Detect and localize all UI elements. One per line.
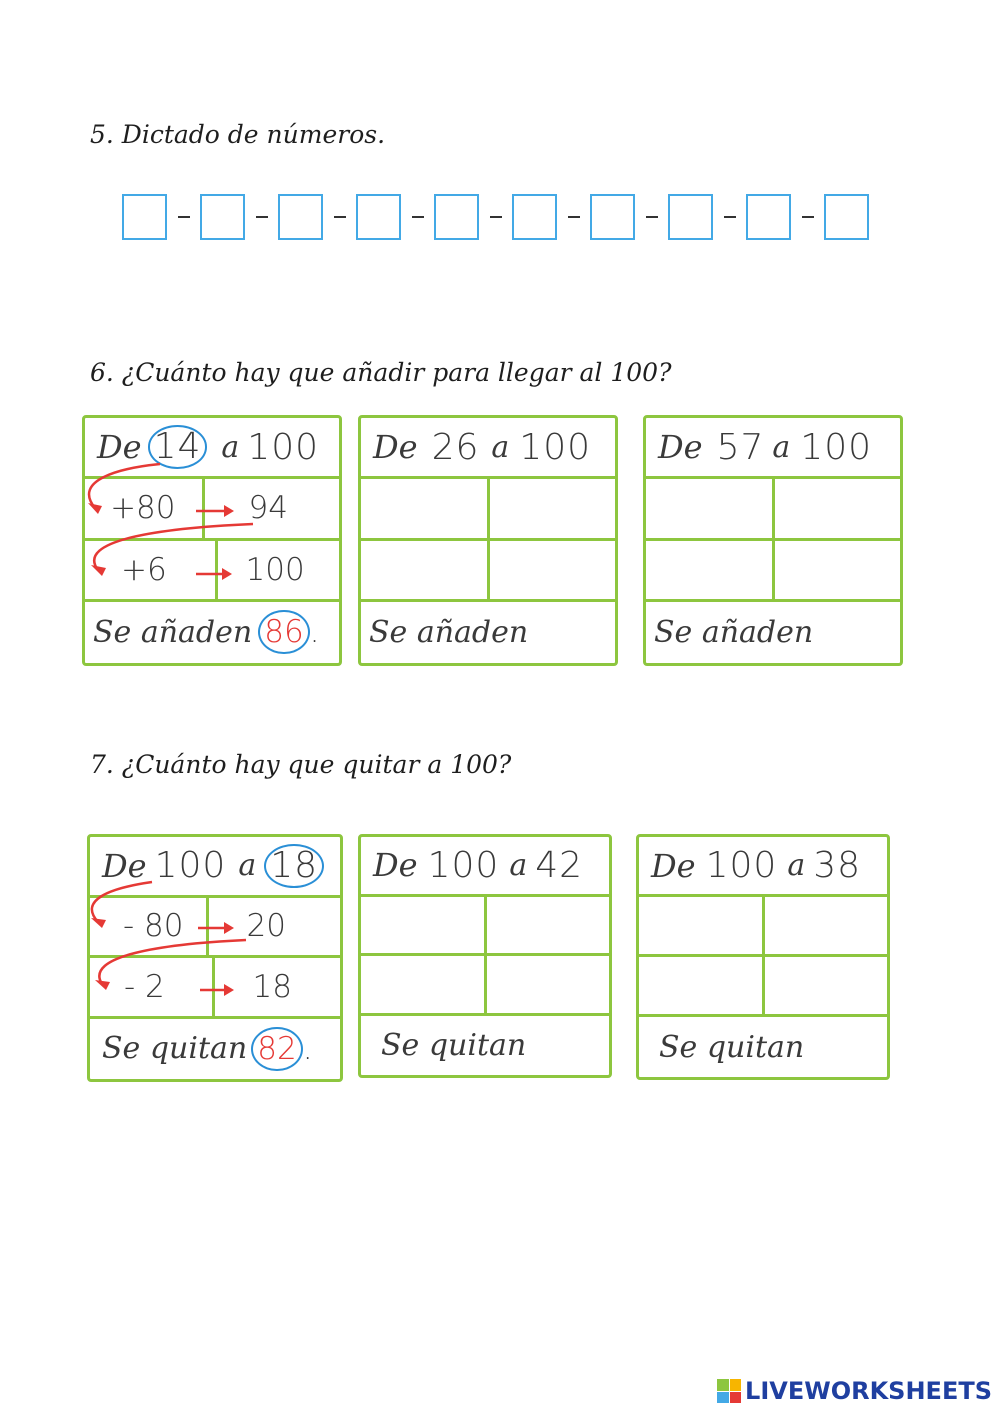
result-label: Se quitan [659,1029,805,1065]
ex7-result-circled: 82 [251,1027,302,1071]
ex6-example-result-row [85,602,339,663]
ex6-result-circled: 86 [258,610,309,654]
exercise-7-title: 7. ¿Cuánto hay que quitar a 100? [90,750,512,779]
answer-box-8[interactable] [668,194,713,240]
ex7-t2-step1-input[interactable] [361,897,487,954]
ex7-example-from: 100 [154,845,227,887]
ex7-t3-step1-input[interactable] [639,897,765,954]
ex7-table-3 [636,834,890,1080]
liveworksheets-logo [717,1377,992,1405]
a-label: a [491,429,510,465]
answer-box-2[interactable] [200,194,245,240]
ex6-t3-step2-input[interactable] [646,541,775,599]
de-label: De [658,428,703,467]
ex6-t2-res1-input[interactable] [490,479,616,537]
de-label: De [97,428,142,467]
dash [713,194,746,240]
de-label: De [102,846,147,885]
brand-name: LIVEWORKSHEETS [745,1377,992,1405]
dash [245,194,278,240]
ex7-t2-res1-input[interactable] [487,897,610,954]
ex7-table-2 [358,834,612,1078]
ex6-t2-result-input[interactable] [528,612,615,652]
ex7-t3-step2-input[interactable] [639,957,765,1014]
result-label: Se quitan [102,1031,248,1067]
ex6-example-to: 100 [247,426,320,468]
ex7-res2: 18 [252,968,292,1005]
ex7-t3-to: 38 [813,845,862,886]
dictation-row [122,194,869,240]
ex7-example-table [87,834,343,1082]
ex6-table-3 [643,415,903,666]
a-label: a [787,848,806,883]
de-label: De [373,428,418,467]
result-label: Se quitan [381,1027,527,1063]
ex6-t2-res2-input[interactable] [490,541,616,599]
ex6-t3-result-input[interactable] [813,612,900,652]
ex6-example-step2-row [85,541,339,602]
result-label: Se añaden [369,614,529,650]
logo-mark-icon [717,1379,741,1403]
ex7-t2-step2-input[interactable] [361,956,487,1013]
ex6-res2: 100 [245,551,305,588]
ex6-step1: +80 [110,490,176,527]
answer-box-4[interactable] [356,194,401,240]
ex7-t3-res1-input[interactable] [765,897,888,954]
ex6-example-header-row [85,418,339,479]
ex6-table-2 [358,415,618,666]
period: . [309,614,320,651]
answer-box-9[interactable] [746,194,791,240]
ex7-t3-res2-input[interactable] [765,957,888,1014]
ex6-t3-res1-input[interactable] [775,479,901,537]
answer-box-10[interactable] [824,194,869,240]
ex6-t3-from: 57 [716,426,765,468]
ex6-t3-res2-input[interactable] [775,541,901,599]
ex7-step2: - 2 [124,968,165,1005]
ex7-t2-res2-input[interactable] [487,956,610,1013]
dash [791,194,824,240]
ex7-example-to-circled: 18 [264,844,324,888]
ex6-t3-step1-input[interactable] [646,479,775,537]
result-label: Se añaden [654,614,814,650]
ex7-t2-from: 100 [427,844,500,886]
de-label: De [373,846,418,885]
ex7-t2-to: 42 [535,844,584,886]
ex6-t3-to: 100 [800,426,873,468]
dash [401,194,434,240]
ex7-res1: 20 [246,908,286,945]
a-label: a [238,848,257,884]
ex6-example-step1-row [85,479,339,540]
period: . [302,1030,313,1067]
ex6-example-table [82,415,342,666]
dash [635,194,668,240]
answer-box-3[interactable] [278,194,323,240]
a-label: a [221,429,240,465]
ex6-step2: +6 [121,551,167,588]
ex6-res1: 94 [248,490,288,527]
dash [479,194,512,240]
ex6-t2-from: 26 [431,426,480,468]
result-label: Se añaden [93,614,253,650]
exercise-6-title: 6. ¿Cuánto hay que añadir para llegar al 100? [90,358,672,387]
ex6-example-from-circled: 14 [148,425,208,469]
ex7-t3-result-input[interactable] [804,1027,887,1067]
a-label: a [772,429,791,465]
ex7-t3-from: 100 [705,845,778,886]
answer-box-5[interactable] [434,194,479,240]
de-label: De [651,846,696,885]
a-label: a [509,847,528,883]
dash [323,194,356,240]
ex6-t2-step2-input[interactable] [361,541,490,599]
ex6-t2-step1-input[interactable] [361,479,490,537]
ex6-t2-to: 100 [519,426,592,468]
answer-box-6[interactable] [512,194,557,240]
ex7-step1: - 80 [123,908,184,945]
ex7-t2-result-input[interactable] [526,1025,609,1065]
answer-box-7[interactable] [590,194,635,240]
dash [167,194,200,240]
answer-box-1[interactable] [122,194,167,240]
exercise-5-title: 5. Dictado de números. [90,120,386,149]
dash [557,194,590,240]
